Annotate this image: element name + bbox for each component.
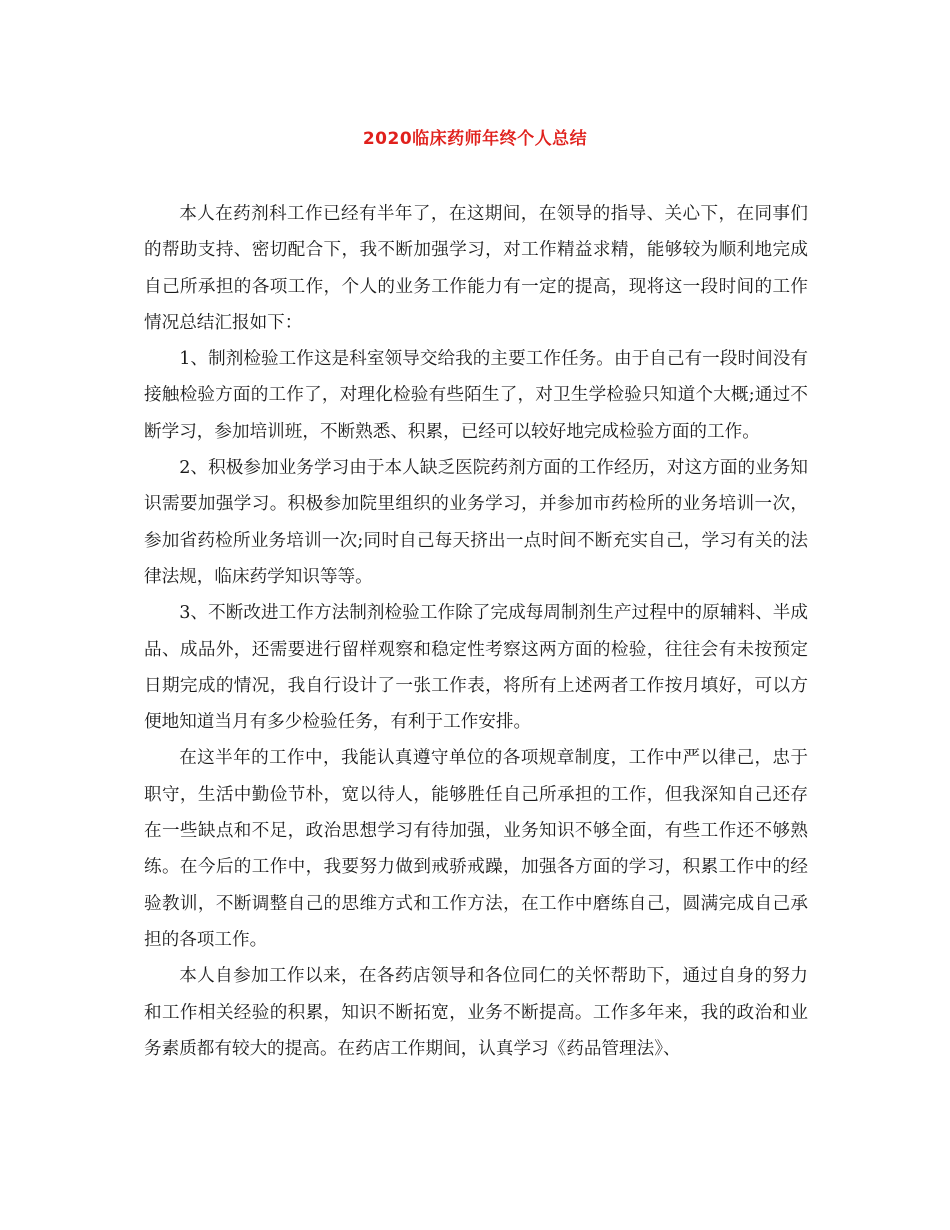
document-title: 2020临床药师年终个人总结 (362, 129, 588, 149)
paragraph-closing: 本人自参加工作以来，在各药店领导和各位同仁的关怀帮助下，通过自身的努力和工作相关经验的积累，知识不断拓宽，业务不断提高。工作多年来，我的政治和业务素质都有较大的提高。在药店工作期间，认真学习《药品管理法》、 (144, 966, 808, 1059)
paragraph-summary: 在这半年的工作中，我能认真遵守单位的各项规章制度，工作中严以律己，忠于职守，生活中勤俭节朴，宽以待人，能够胜任自己所承担的工作，但我深知自己还存在一些缺点和不足，政治思想学习有待加强，业务知识不够全面，有些工作还不够熟练。在今后的工作中，我要努力做到戒骄戒躁，加强各方面的学习，积累工作中的经验教训，不断调整自己的思维方式和工作方法，在工作中磨练自己，圆满完成自己承担的各项工作。 (144, 748, 808, 950)
paragraph-intro: 本人在药剂科工作已经有半年了，在这期间，在领导的指导、关心下，在同事们的帮助支持、密切配合下，我不断加强学习，对工作精益求精，能够较为顺利地完成自己所承担的各项工作，个人的业务工作能力有一定的提高，现将这一段时间的工作情况总结汇报如下： (144, 204, 808, 333)
document-body (144, 196, 808, 1067)
paragraph-item-2: 2、积极参加业务学习由于本人缺乏医院药剂方面的工作经历，对这方面的业务知识需要加强学习。积极参加院里组织的业务学习，并参加市药检所的业务培训一次，参加省药检所业务培训一次;同时自己每天挤出一点时间不断充实自己，学习有关的法律法规，临床药学知识等等。 (144, 458, 808, 587)
paragraph-item-1: 1、制剂检验工作这是科室领导交给我的主要工作任务。由于自己有一段时间没有接触检验方面的工作了，对理化检验有些陌生了，对卫生学检验只知道个大概;通过不断学习，参加培训班，不断熟悉、积累，已经可以较好地完成检验方面的工作。 (144, 349, 808, 442)
paragraph-item-3: 3、不断改进工作方法制剂检验工作除了完成每周制剂生产过程中的原辅料、半成品、成品外，还需要进行留样观察和稳定性考察这两方面的检验，往往会有未按预定日期完成的情况，我自行设计了一张工作表，将所有上述两者工作按月填好，可以方便地知道当月有多少检验任务，有利于工作安排。 (144, 603, 808, 733)
